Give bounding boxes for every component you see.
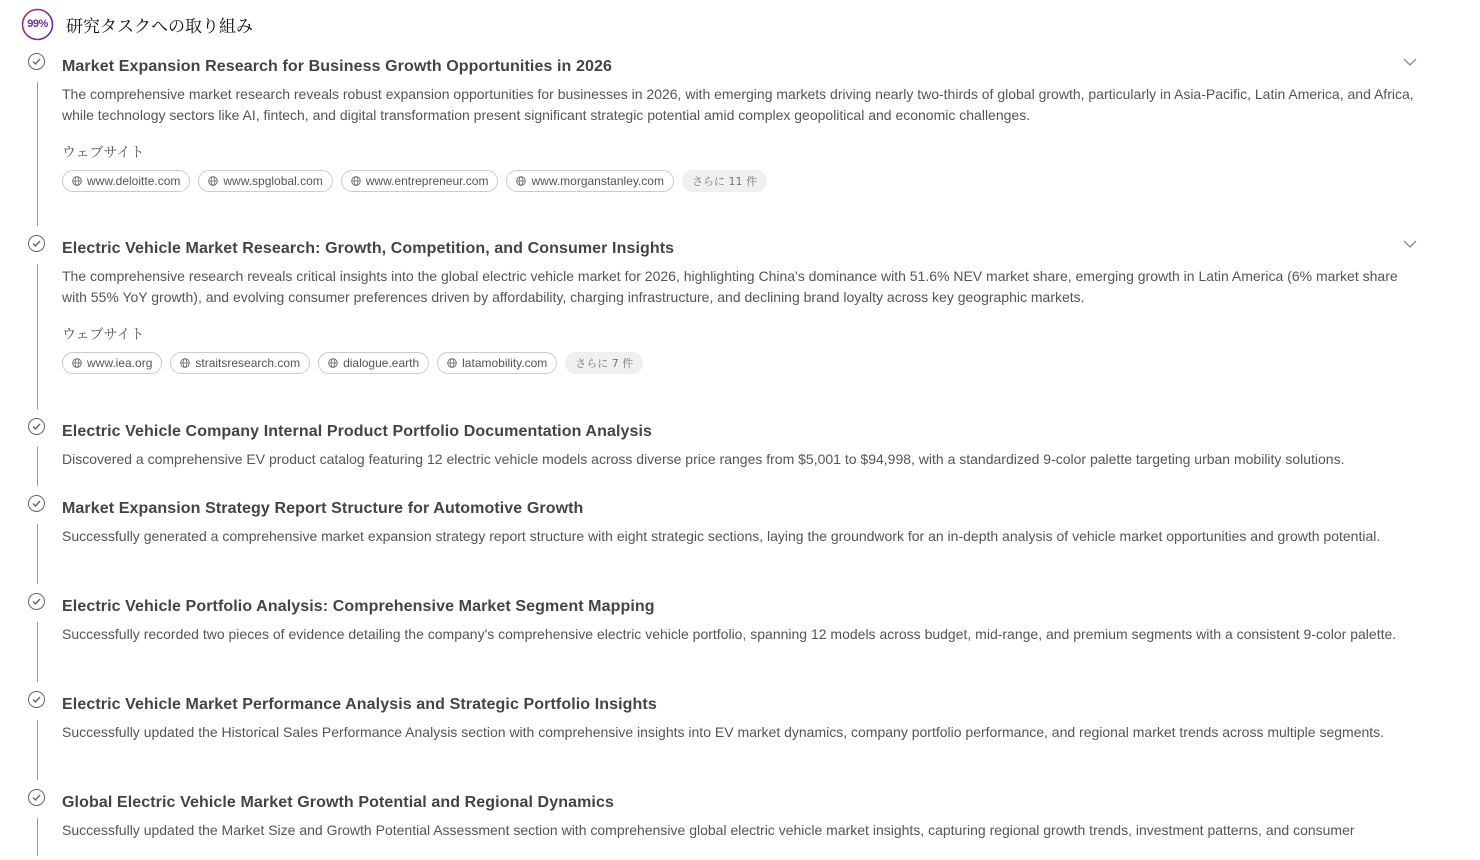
check-circle-icon xyxy=(28,418,45,435)
timeline-connector xyxy=(37,720,38,780)
task-item xyxy=(0,415,1480,492)
globe-icon xyxy=(516,176,526,186)
task-item xyxy=(0,786,1480,856)
task-item xyxy=(0,492,1480,590)
more-sites-button[interactable]: さらに 11 件 xyxy=(682,170,767,192)
site-chip[interactable] xyxy=(62,170,190,192)
timeline-connector xyxy=(37,524,38,584)
task-description: Discovered a comprehensive EV product catalog featuring 12 electric vehicle models across diverse price ranges from $5,001 to $94,998, with a standardized 9-color palette targeting urban mobility solutions. xyxy=(62,451,1345,467)
check-circle-icon xyxy=(28,495,45,512)
sites-label: ウェブサイト xyxy=(62,145,145,161)
site-chip[interactable] xyxy=(198,170,332,192)
globe-icon xyxy=(447,358,457,368)
task-description: The comprehensive market research reveals robust expansion opportunities for businesses in 2026, with emerging markets driving nearly two-thirds of global growth, particularly in Asia-Pacific, Latin America, and Africa, while technology sectors like AI, fintech, and digital transformation present significant strategic potential amid complex geopolitical and economic challenges. xyxy=(62,86,1414,123)
globe-icon xyxy=(208,176,218,186)
check-circle-icon xyxy=(28,235,45,252)
task-description: Successfully updated the Market Size and Growth Potential Assessment section with comprehensive global electric vehicle market insights, capturing regional growth trends, investment patterns, and consumer xyxy=(62,822,1355,838)
task-item xyxy=(0,590,1480,688)
globe-icon xyxy=(328,358,338,368)
site-domain: www.iea.org xyxy=(87,356,153,370)
task-title: Electric Vehicle Portfolio Analysis: Comprehensive Market Segment Mapping xyxy=(62,598,655,615)
task-title: Electric Vehicle Company Internal Product Portfolio Documentation Analysis xyxy=(62,423,653,440)
task-timeline xyxy=(0,50,1480,856)
site-domain: straitsresearch.com xyxy=(195,356,301,370)
task-description: Successfully recorded two pieces of evidence detailing the company's comprehensive electric vehicle portfolio, spanning 12 models across budget, mid-range, and premium segments with a consistent 9-color palette. xyxy=(62,626,1397,642)
sites-label: ウェブサイト xyxy=(62,327,145,343)
globe-icon xyxy=(72,176,82,186)
site-domain: www.deloitte.com xyxy=(87,174,181,188)
site-chip[interactable] xyxy=(506,170,674,192)
site-chip-list xyxy=(62,170,1420,192)
task-item xyxy=(0,50,1480,232)
site-chip[interactable] xyxy=(341,170,499,192)
timeline-connector xyxy=(37,447,38,486)
globe-icon xyxy=(72,358,82,368)
task-description: The comprehensive research reveals critical insights into the global electric vehicle market for 2026, highlighting China's dominance with 51.6% NEV market share, emerging growth in Latin America (6% market share with 55% YoY growth), and evolving consumer preferences driven by affordability, charging infrastructure, and declining brand loyalty across key geographic markets. xyxy=(62,268,1398,305)
task-item xyxy=(0,688,1480,786)
task-header xyxy=(21,8,253,40)
site-chip[interactable] xyxy=(170,352,310,374)
site-domain: dialogue.earth xyxy=(343,356,420,370)
progress-ring xyxy=(21,8,54,41)
task-title: Market Expansion Research for Business Growth Opportunities in 2026 xyxy=(62,58,612,75)
site-chip-list xyxy=(62,352,1420,374)
site-domain: www.spglobal.com xyxy=(223,174,323,188)
timeline-connector xyxy=(37,622,38,682)
task-description: Successfully updated the Historical Sales Performance Analysis section with comprehensive insights into EV market dynamics, company portfolio performance, and regional market trends across multiple segments. xyxy=(62,724,1385,740)
timeline-connector xyxy=(37,82,38,226)
more-sites-button[interactable]: さらに 7 件 xyxy=(565,352,643,374)
check-circle-icon xyxy=(28,789,45,806)
task-item xyxy=(0,232,1480,415)
check-circle-icon xyxy=(28,53,45,70)
task-title: Electric Vehicle Market Performance Analysis and Strategic Portfolio Insights xyxy=(62,696,657,713)
globe-icon xyxy=(351,176,361,186)
site-chip[interactable] xyxy=(62,352,162,374)
task-description: Successfully generated a comprehensive market expansion strategy report structure with eight strategic sections, laying the groundwork for an in-depth analysis of vehicle market opportunities and growth potential. xyxy=(62,528,1381,544)
chevron-down-icon[interactable] xyxy=(1400,55,1420,69)
page-title: 研究タスクへの取り組み xyxy=(66,16,253,37)
task-title: Market Expansion Strategy Report Structure for Automotive Growth xyxy=(62,500,584,517)
site-chip[interactable] xyxy=(318,352,429,374)
timeline-connector xyxy=(37,818,38,856)
timeline-connector xyxy=(37,264,38,409)
globe-icon xyxy=(180,358,190,368)
progress-percentage: 99% xyxy=(27,18,48,30)
site-chip[interactable] xyxy=(437,352,557,374)
site-domain: www.entrepreneur.com xyxy=(365,174,489,188)
site-domain: latamobility.com xyxy=(462,356,548,370)
check-circle-icon xyxy=(28,593,45,610)
check-circle-icon xyxy=(28,691,45,708)
chevron-down-icon[interactable] xyxy=(1400,237,1420,251)
site-domain: www.morganstanley.com xyxy=(531,174,664,188)
task-title: Electric Vehicle Market Research: Growth, Competition, and Consumer Insights xyxy=(62,240,675,257)
task-title: Global Electric Vehicle Market Growth Potential and Regional Dynamics xyxy=(62,794,614,811)
